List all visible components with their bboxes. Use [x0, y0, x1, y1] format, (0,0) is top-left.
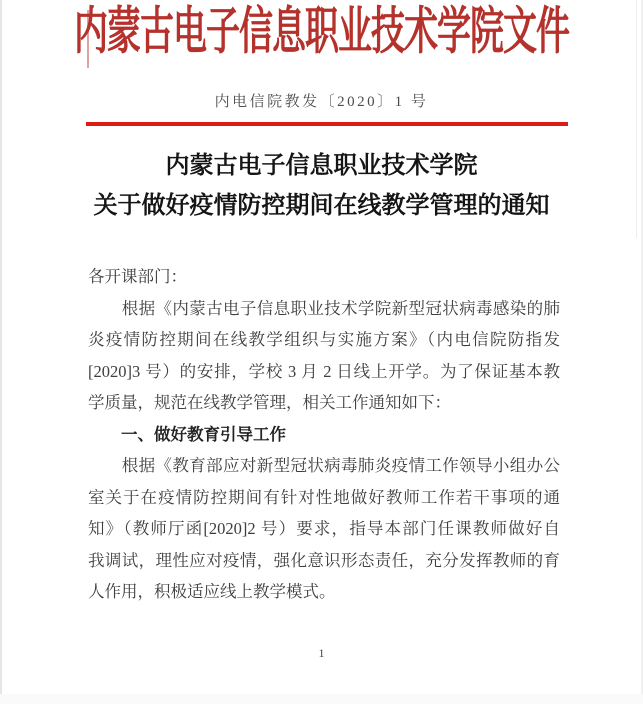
- page-edge-bottom: [0, 694, 643, 704]
- body-line: 根据《内蒙古电子信息职业技术学院新型冠状病毒感染的肺: [88, 298, 560, 318]
- document-title-line2: 关于做好疫情防控期间在线教学管理的通知: [93, 193, 550, 219]
- body-line: [2020]3 号）的安排，学校 3 月 2 日线上开学。为了保证基本教: [88, 361, 560, 381]
- body-line: 学质量，规范在线教学管理，相关工作通知如下：: [88, 393, 451, 412]
- body-line: 知》（教师厅函[2020]2 号）要求，指导本部门任课教师做好自: [88, 519, 560, 538]
- body-line: 各开课部门：: [88, 267, 187, 286]
- body-line: 一、做好教育引导工作: [88, 424, 286, 444]
- red-divider-rule: [86, 122, 568, 126]
- document-title-line1: 内蒙古电子信息职业技术学院: [165, 153, 478, 179]
- body-line: 人作用，积极适应线上教学模式。: [88, 582, 336, 601]
- body-line: 室关于在疫情防控期间有针对性地做好教师工作若干事项的通: [88, 487, 560, 507]
- page-number: 1: [318, 646, 325, 660]
- document-title: [0, 146, 643, 226]
- body-lines: [88, 261, 560, 608]
- body-line: 根据《教育部应对新型冠状病毒肺炎疫情工作领导小组办公: [88, 456, 560, 475]
- letterhead-org-title: 内蒙古电子信息职业技术学院文件: [74, 5, 569, 61]
- body-line: 我调试，理性应对疫情，强化意识形态责任，充分发挥教师的育: [88, 550, 560, 570]
- body-line: 炎疫情防控期间在线教学组织与实施方案》（内电信院防指发: [88, 330, 560, 349]
- document-number: 内电信院教发〔2020〕1 号: [214, 94, 429, 110]
